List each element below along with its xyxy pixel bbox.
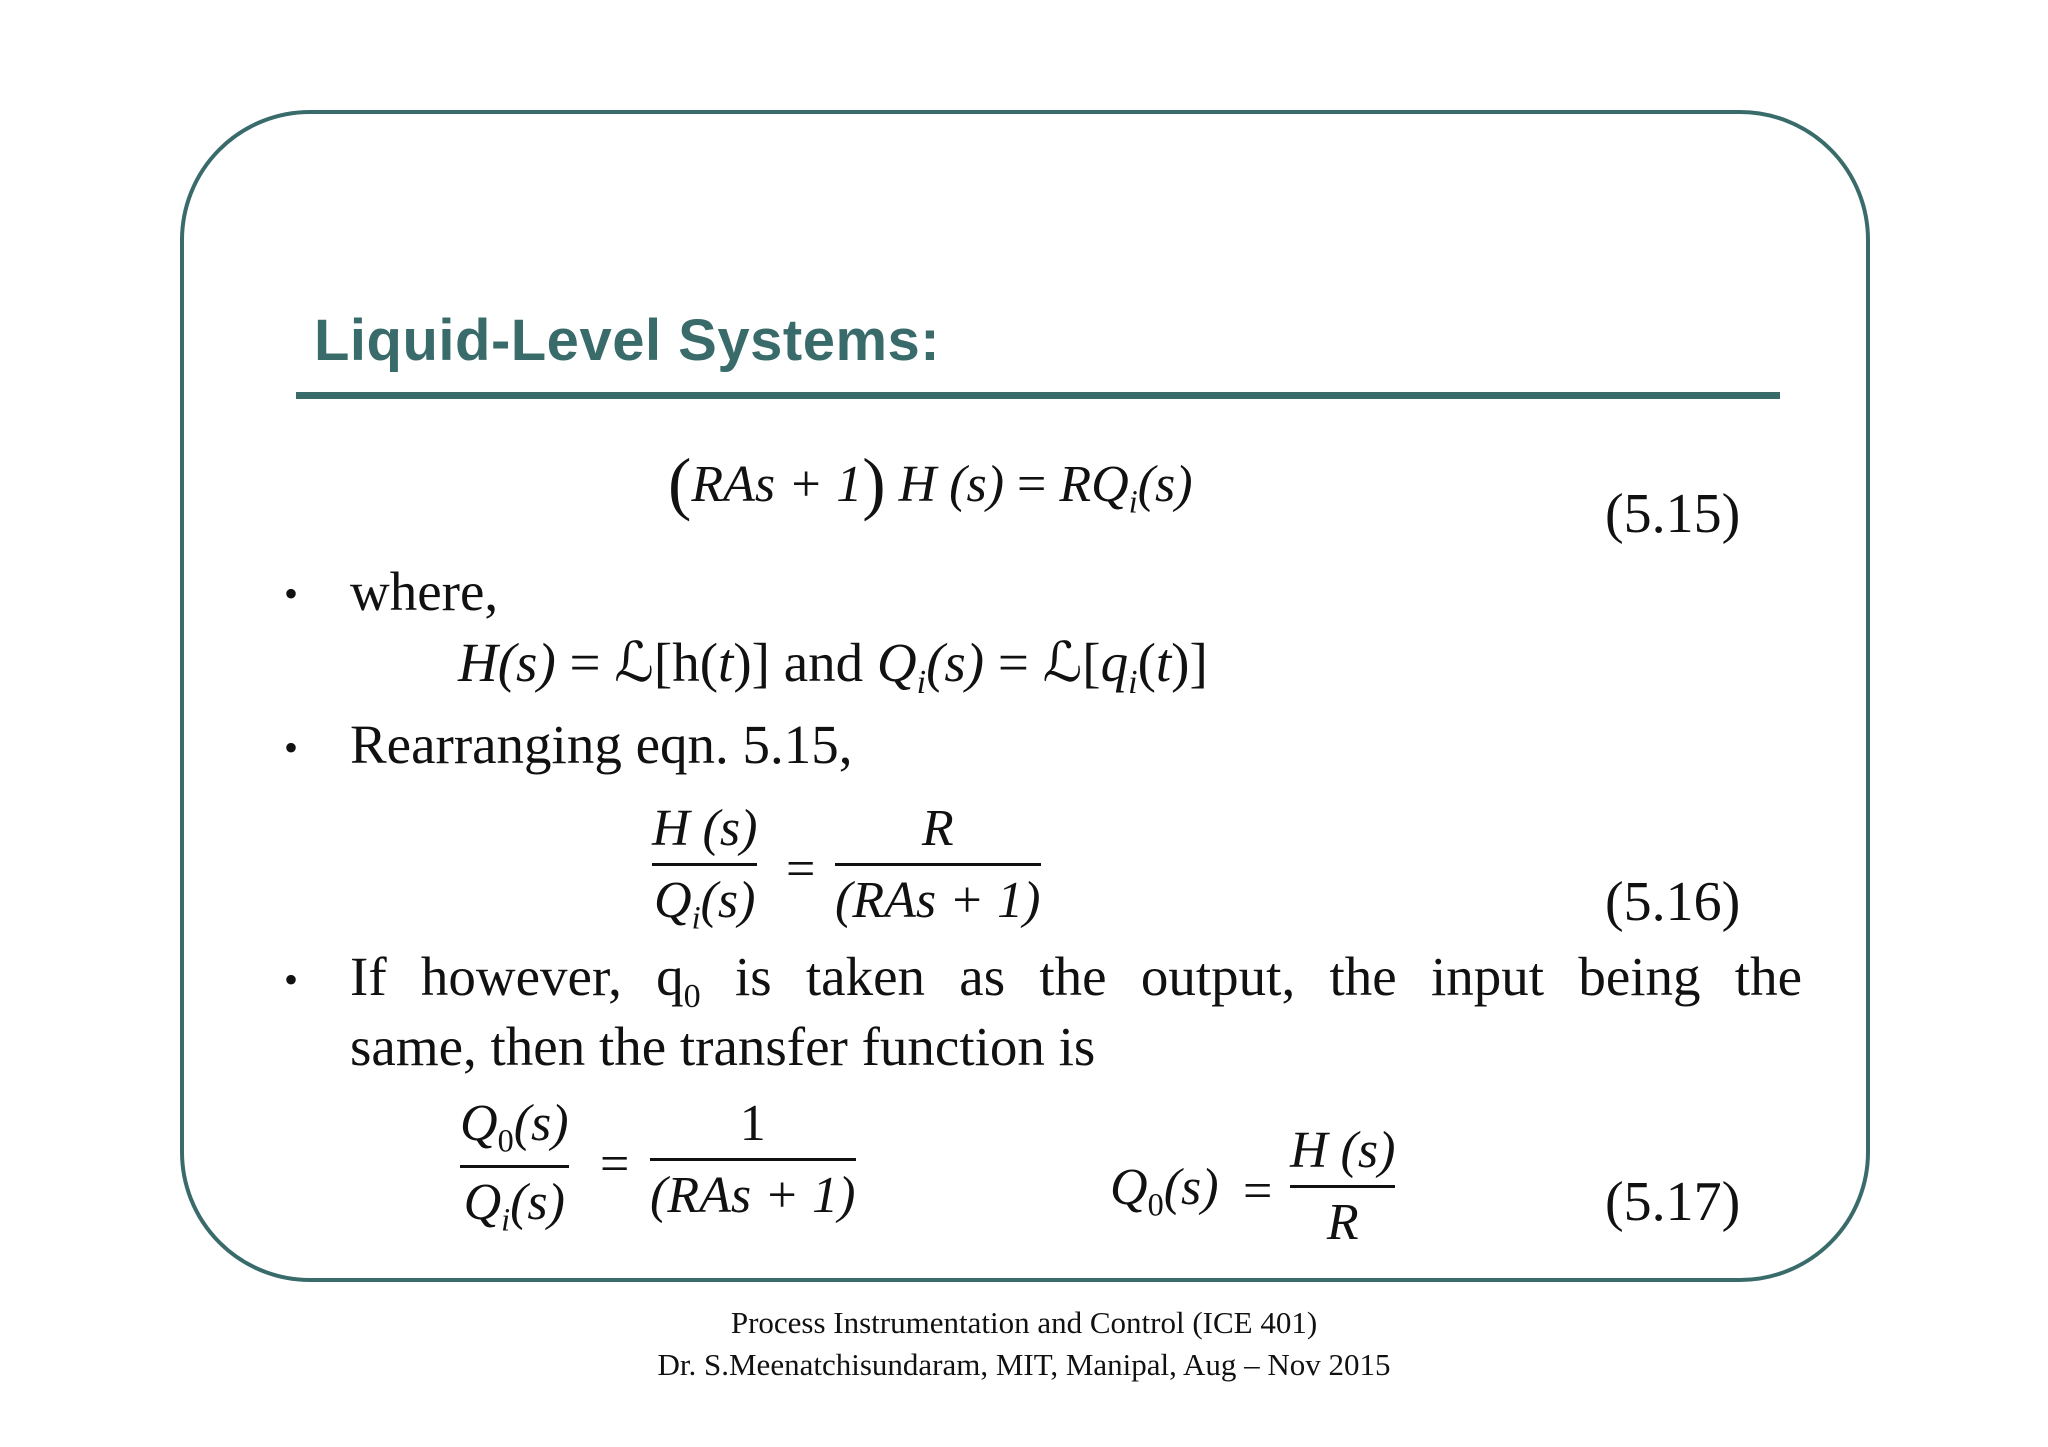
word: being: [1578, 946, 1701, 1007]
bullet-1: •: [284, 571, 299, 616]
word: input: [1430, 946, 1545, 1007]
equation-number-5-15: (5.15): [1605, 483, 1741, 545]
bullet-3-line-1: [350, 945, 1802, 1016]
title-underline: [296, 392, 1780, 399]
fraction-bar: [1290, 1185, 1395, 1188]
word: taken: [805, 946, 926, 1007]
paren-close: ): [862, 444, 886, 523]
eq-516-right-num: R: [921, 800, 954, 857]
eq-517-left-num: [460, 1095, 569, 1159]
def-q-func: Q: [876, 632, 917, 693]
eq-517-alt-den: R: [1326, 1194, 1359, 1252]
bullet-1-text: where,: [350, 561, 499, 622]
eq-517-den-sub: i: [501, 1201, 511, 1238]
eq-517-den-q: Q: [463, 1173, 502, 1231]
eq-517-alt-num: H (s): [1290, 1122, 1396, 1179]
def-laplace1: ℒ[h(: [614, 632, 719, 693]
alt-sub: 0: [1147, 1186, 1164, 1223]
word: the: [1039, 946, 1107, 1007]
paren-open: (: [668, 444, 692, 523]
eq-516-den-arg: (s): [700, 872, 756, 930]
slide-title: Liquid-Level Systems:: [314, 308, 941, 373]
eq-515-hfunc: H (s): [898, 456, 1005, 513]
def-close2: )]: [1171, 632, 1208, 693]
def-q-lower-sub: i: [1128, 663, 1138, 701]
bullet-2: •: [284, 725, 299, 770]
word: If: [350, 946, 387, 1007]
equation-5-15: [668, 444, 1193, 523]
eq-517-left-fraction: [460, 1095, 569, 1237]
def-q-lower: q: [1100, 632, 1129, 693]
word: as: [959, 946, 1006, 1007]
eq-517-num-sub: 0: [497, 1122, 514, 1159]
def-h-func: H(s): [458, 632, 556, 693]
def-t1: t: [718, 632, 734, 693]
def-q-sub: i: [916, 663, 927, 701]
word: however,: [420, 946, 622, 1007]
equation-number-5-17: (5.17): [1605, 1171, 1741, 1233]
def-t2: t: [1155, 632, 1172, 693]
def-laplace2: ℒ[: [1042, 632, 1101, 693]
fraction-bar: [650, 1158, 856, 1161]
bullet-2-text: Rearranging eqn. 5.15,: [350, 714, 853, 775]
eq-517-num-q: Q: [460, 1095, 498, 1152]
eq-517-left-den: [464, 1174, 565, 1238]
footer-author: Dr. S.Meenatchisundaram, MIT, Manipal, Aug – Nov 2015: [657, 1347, 1391, 1382]
eq-517-alt-fraction: [1290, 1122, 1395, 1251]
eq-516-right-fraction: [835, 800, 1041, 929]
eq-516-equals: =: [786, 841, 816, 898]
word: the: [1734, 946, 1802, 1007]
def-close1: )] and: [733, 632, 877, 693]
fraction-bar: [460, 1165, 569, 1168]
def-q-arg: (s): [926, 632, 985, 693]
equation-number-5-16: (5.16): [1605, 871, 1741, 933]
laplace-definition: [458, 630, 1208, 702]
eq-517-alt-lhs: [1110, 1158, 1219, 1223]
def-eq2: =: [984, 632, 1043, 693]
eq-516-right-den: (RAs + 1): [835, 872, 1041, 930]
eq-517-right-fraction: [650, 1095, 856, 1224]
eq-517-right-num: 1: [739, 1095, 766, 1152]
eq-515-arg: (s): [1137, 456, 1193, 513]
fraction-bar: [652, 863, 757, 866]
eq-515-equals: =: [1017, 456, 1047, 513]
q-subscript: 0: [683, 977, 701, 1015]
eq-517-right-den: (RAs + 1): [650, 1167, 856, 1225]
bullet-3-line-2: same, then the transfer function is: [350, 1016, 1096, 1077]
eq-516-den-sub: i: [691, 899, 701, 936]
eq-517-num-arg: (s): [513, 1095, 569, 1152]
word: output,: [1140, 946, 1296, 1007]
fraction-bar: [835, 863, 1041, 866]
eq-516-left-fraction: [652, 800, 757, 936]
q-letter: q: [656, 946, 684, 1007]
alt-arg: (s): [1163, 1159, 1219, 1216]
eq-517-den-arg: (s): [510, 1173, 565, 1231]
def-eq1: =: [555, 632, 615, 693]
word-q0: [656, 945, 701, 1016]
eq-515-sub: i: [1128, 483, 1138, 520]
footer-course: Process Instrumentation and Control (ICE 401): [730, 1305, 1318, 1340]
eq-515-inner: RAs + 1: [691, 456, 863, 513]
eq-517-alt-equals: =: [1243, 1163, 1273, 1220]
eq-515-rq: RQ: [1059, 456, 1129, 513]
word: is: [734, 946, 772, 1007]
eq-517-equals: =: [600, 1136, 630, 1193]
eq-516-left-den: [654, 872, 755, 936]
bullet-3: •: [284, 957, 299, 1002]
alt-q: Q: [1110, 1159, 1148, 1216]
word: the: [1329, 946, 1397, 1007]
eq-516-left-num: H (s): [652, 800, 758, 857]
def-open2: (: [1137, 632, 1156, 693]
eq-516-den-q: Q: [654, 872, 692, 930]
